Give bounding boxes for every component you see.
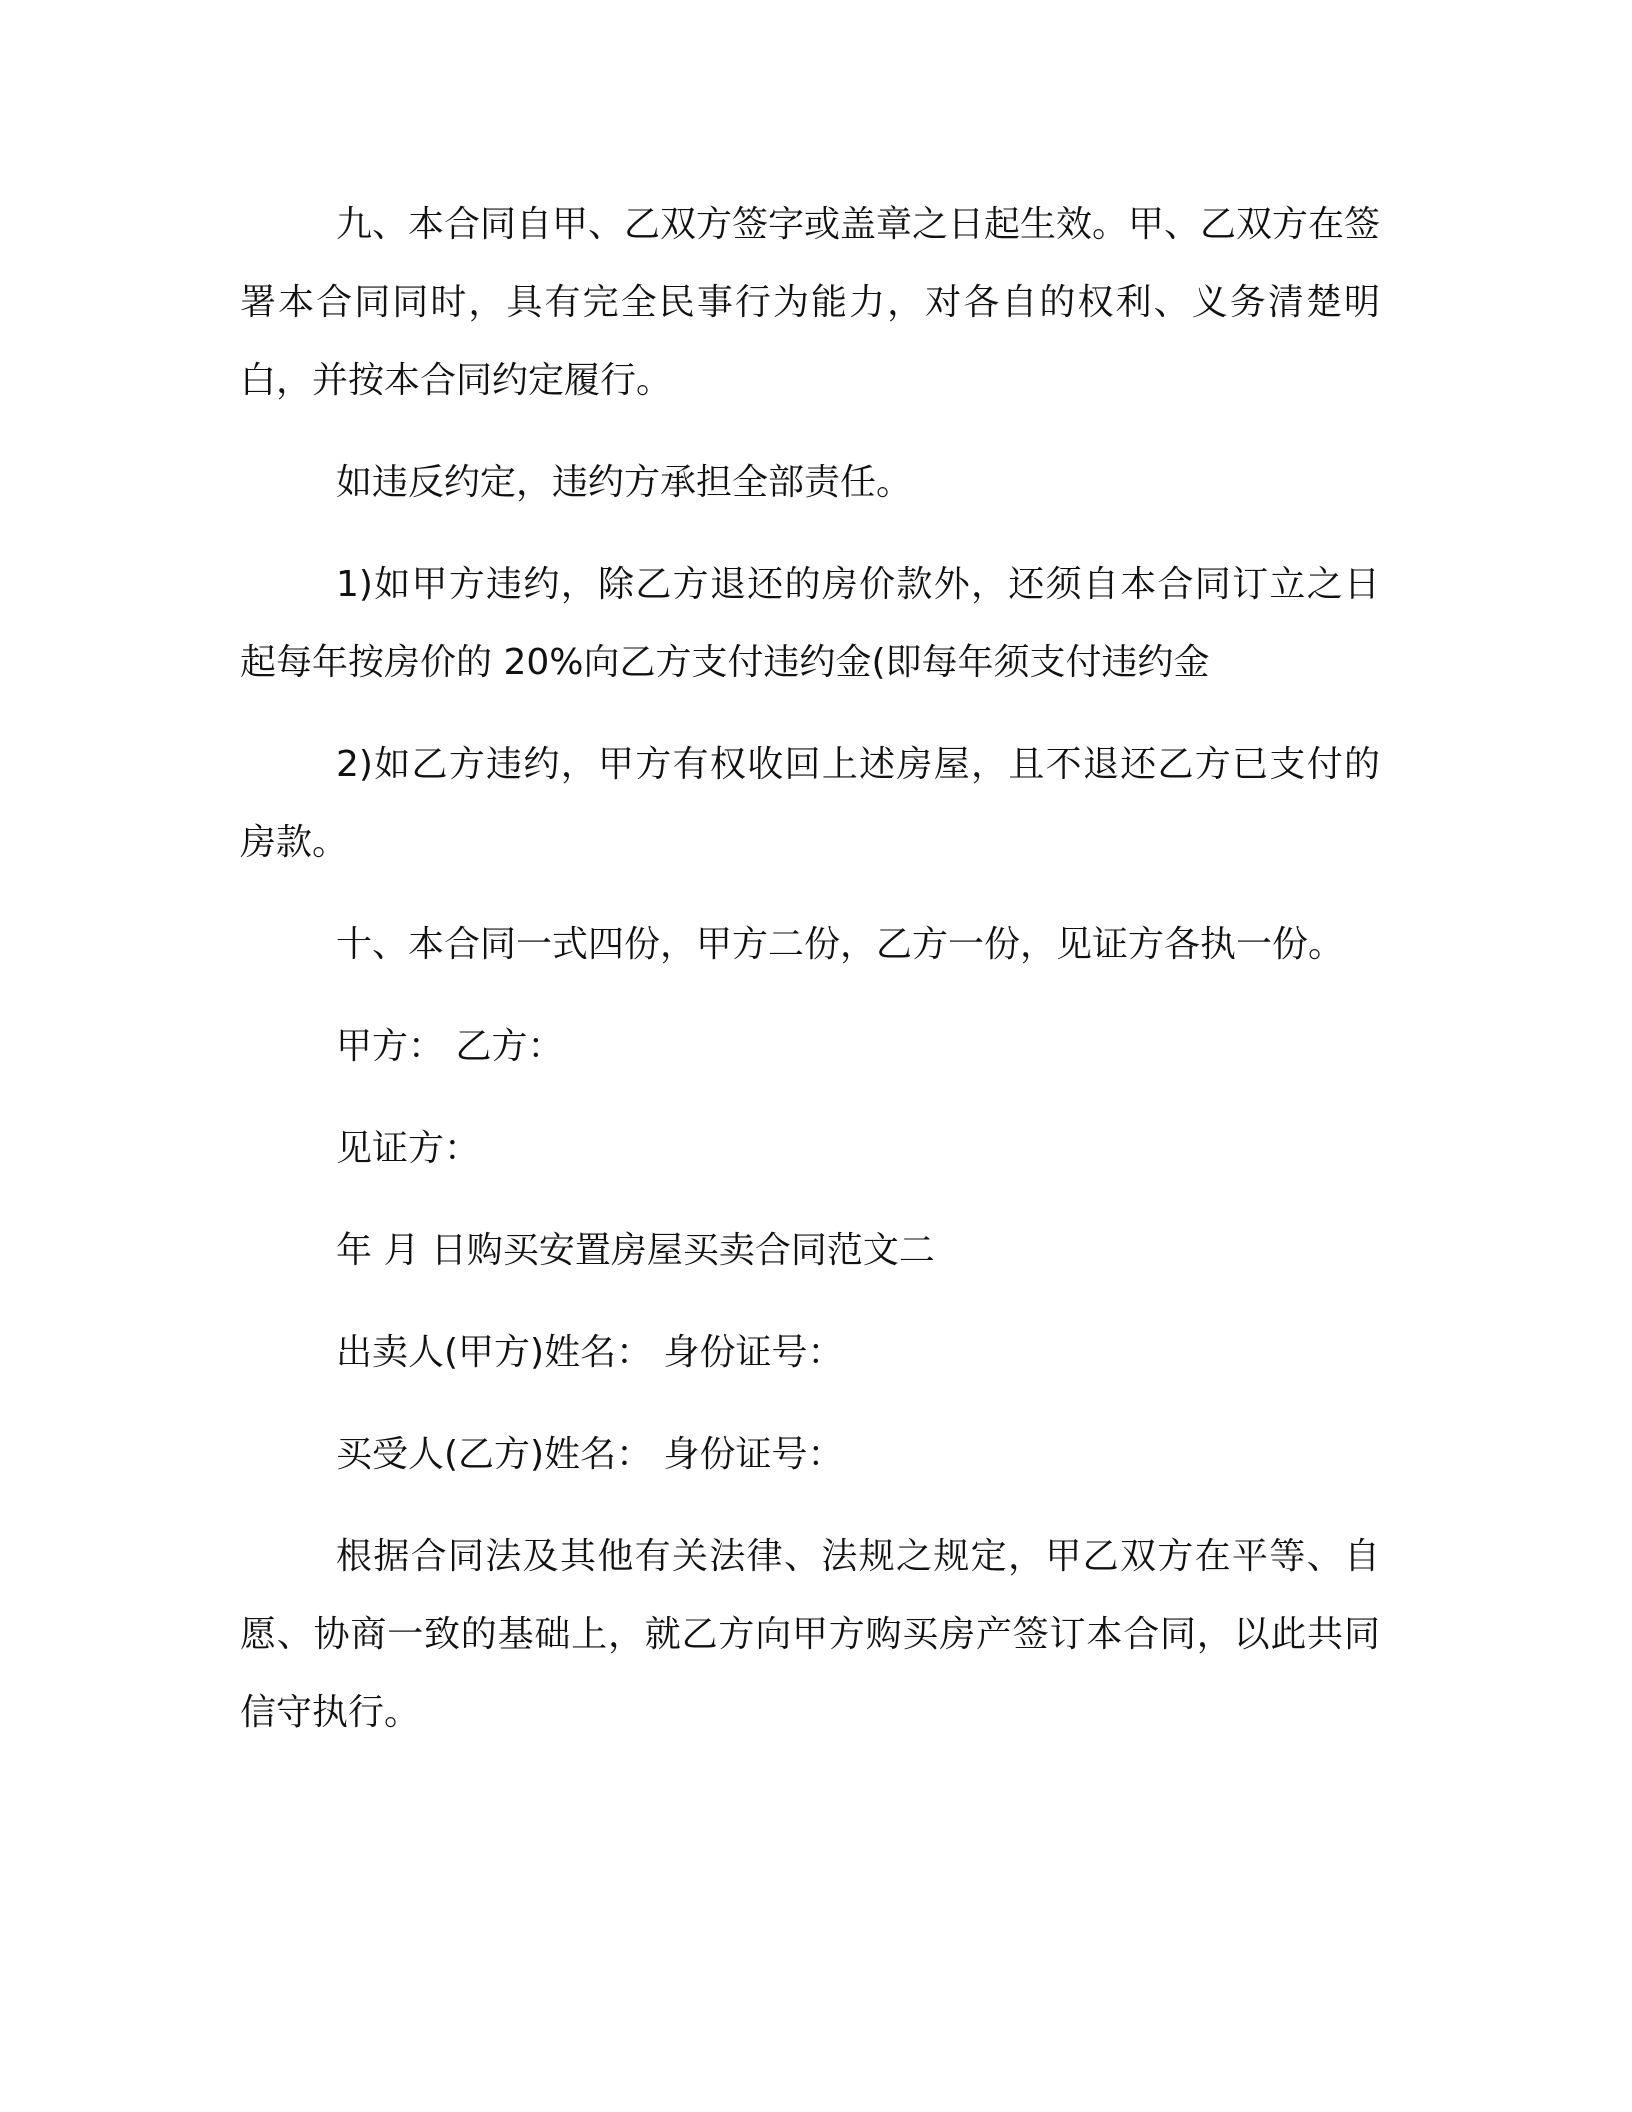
- preamble: 根据合同法及其他有关法律、法规之规定，甲乙双方在平等、自愿、协商一致的基础上，就乙方向甲方购买房产签订本合同，以此共同信守执行。: [240, 1536, 1380, 1733]
- date-and-second-title: 年 月 日购买安置房屋买卖合同范文二: [336, 1230, 935, 1271]
- clause-ten-copies: 十、本合同一式四份，甲方二份，乙方一份，见证方各执一份。: [336, 924, 1345, 965]
- clause-nine-effective: 九、本合同自甲、乙双方签字或盖章之日起生效。甲、乙双方在签署本合同同时，具有完全民事行为能力，对各自的权利、义务清楚明白，并按本合同约定履行。: [240, 204, 1381, 401]
- breach-party-a: 1)如甲方违约，除乙方退还的房价款外，还须自本合同订立之日起每年按房价的 20%向乙方支付违约金(即每年须支付违约金: [240, 564, 1380, 683]
- document-body: [240, 186, 1380, 1776]
- breach-party-b: 2)如乙方违约，甲方有权收回上述房屋，且不退还乙方已支付的房款。: [240, 744, 1380, 863]
- buyer-info: 买受人(乙方)姓名： 身份证号：: [336, 1434, 844, 1475]
- breach-liability: 如违反约定，违约方承担全部责任。: [336, 462, 913, 503]
- signature-witness: 见证方：: [336, 1128, 481, 1169]
- seller-info: 出卖人(甲方)姓名： 身份证号：: [336, 1332, 844, 1373]
- signature-parties: 甲方： 乙方：: [336, 1026, 564, 1067]
